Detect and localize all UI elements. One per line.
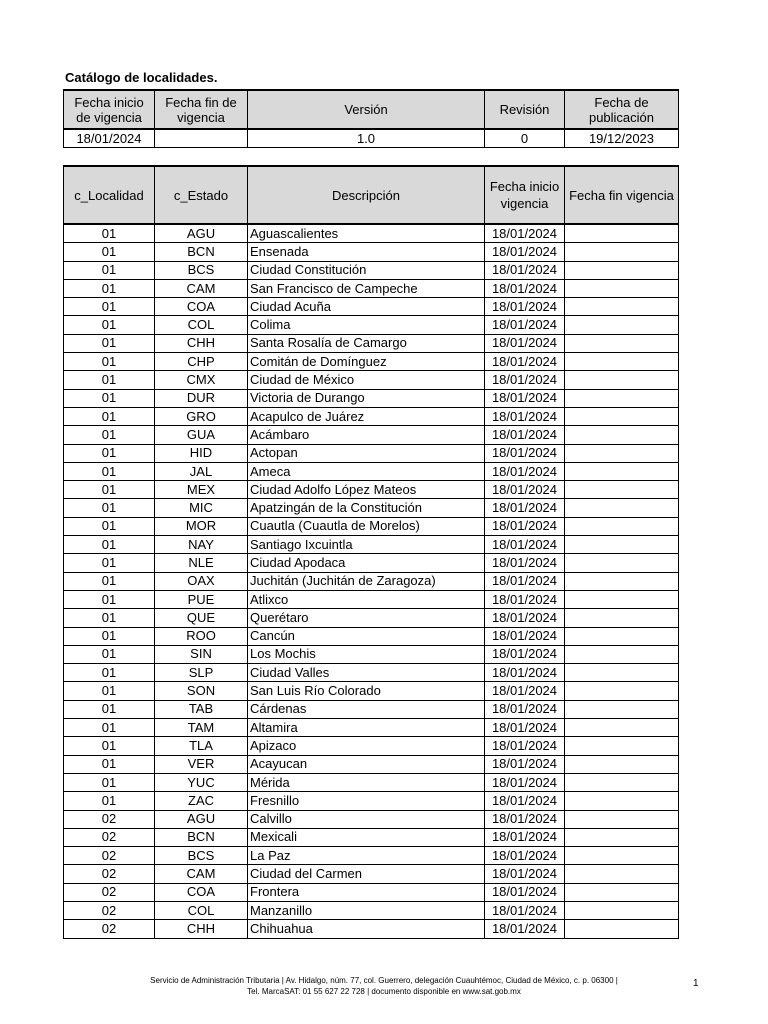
table-cell	[565, 572, 679, 590]
table-cell	[565, 828, 679, 846]
table-cell: BCS	[155, 261, 248, 279]
table-cell	[565, 334, 679, 352]
table-cell: CHH	[155, 920, 248, 938]
table-cell	[565, 590, 679, 608]
table-cell: TAB	[155, 700, 248, 718]
table-cell: 01	[64, 499, 155, 517]
table-cell	[565, 353, 679, 371]
table-row	[64, 261, 679, 279]
table-cell: 18/01/2024	[485, 517, 565, 535]
table-cell: 01	[64, 700, 155, 718]
table-cell: 01	[64, 261, 155, 279]
table-cell: 18/01/2024	[485, 243, 565, 261]
table-cell: 01	[64, 536, 155, 554]
table-cell: Ciudad del Carmen	[248, 865, 485, 883]
page-number: 1	[693, 978, 699, 989]
table-header-cell: Descripción	[248, 166, 485, 224]
table-cell: SON	[155, 682, 248, 700]
table-row	[64, 407, 679, 425]
table-cell	[565, 279, 679, 297]
table-cell: MOR	[155, 517, 248, 535]
table-row	[64, 316, 679, 334]
table-cell: 18/01/2024	[485, 334, 565, 352]
table-cell: 18/01/2024	[485, 664, 565, 682]
table-cell	[565, 224, 679, 243]
table-cell: Acayucan	[248, 755, 485, 773]
table-row	[64, 572, 679, 590]
table-cell: 18/01/2024	[485, 481, 565, 499]
table-cell: Ciudad Apodaca	[248, 554, 485, 572]
table-cell: 18/01/2024	[485, 883, 565, 901]
table-cell	[565, 645, 679, 663]
table-cell: 02	[64, 901, 155, 919]
table-row	[64, 279, 679, 297]
table-row	[64, 645, 679, 663]
table-row	[64, 755, 679, 773]
table-cell: Cancún	[248, 627, 485, 645]
table-cell	[565, 389, 679, 407]
table-cell: 01	[64, 792, 155, 810]
table-cell: Victoria de Durango	[248, 389, 485, 407]
table-cell	[565, 737, 679, 755]
localidades-table	[63, 165, 679, 939]
table-cell: 18/01/2024	[485, 261, 565, 279]
table-cell: 01	[64, 371, 155, 389]
table-cell	[565, 719, 679, 737]
version-cell	[155, 129, 248, 148]
table-cell: HID	[155, 444, 248, 462]
table-row	[64, 243, 679, 261]
table-row	[64, 517, 679, 535]
table-cell: Actopan	[248, 444, 485, 462]
table-cell: Calvillo	[248, 810, 485, 828]
version-header-cell: Fecha inicio de vigencia	[64, 90, 155, 129]
table-cell: CHP	[155, 353, 248, 371]
table-cell	[565, 755, 679, 773]
table-cell: Mexicali	[248, 828, 485, 846]
table-cell: 18/01/2024	[485, 316, 565, 334]
table-cell: TAM	[155, 719, 248, 737]
table-cell	[565, 517, 679, 535]
table-cell	[565, 462, 679, 480]
table-cell: COL	[155, 901, 248, 919]
table-cell: 01	[64, 737, 155, 755]
version-header-cell: Revisión	[485, 90, 565, 129]
table-cell: Juchitán (Juchitán de Zaragoza)	[248, 572, 485, 590]
table-cell: 18/01/2024	[485, 810, 565, 828]
table-cell: Chihuahua	[248, 920, 485, 938]
table-cell: 18/01/2024	[485, 298, 565, 316]
table-cell: 18/01/2024	[485, 773, 565, 791]
table-cell: 02	[64, 847, 155, 865]
table-cell: 18/01/2024	[485, 353, 565, 371]
version-header-row	[64, 90, 679, 129]
table-cell: Mérida	[248, 773, 485, 791]
version-table	[63, 89, 679, 148]
table-cell: SLP	[155, 664, 248, 682]
table-cell: Acámbaro	[248, 426, 485, 444]
version-cell: 18/01/2024	[64, 129, 155, 148]
table-cell: 18/01/2024	[485, 865, 565, 883]
table-cell: 18/01/2024	[485, 828, 565, 846]
table-cell: 18/01/2024	[485, 719, 565, 737]
table-cell	[565, 444, 679, 462]
table-cell: 01	[64, 664, 155, 682]
table-cell: Altamira	[248, 719, 485, 737]
table-cell: Manzanillo	[248, 901, 485, 919]
table-cell: Santiago Ixcuintla	[248, 536, 485, 554]
table-cell: 01	[64, 554, 155, 572]
table-cell: 01	[64, 682, 155, 700]
version-cell: 19/12/2023	[565, 129, 679, 148]
table-cell: DUR	[155, 389, 248, 407]
table-cell: 18/01/2024	[485, 847, 565, 865]
table-cell: 18/01/2024	[485, 627, 565, 645]
table-cell: COA	[155, 883, 248, 901]
table-cell	[565, 298, 679, 316]
table-cell: COA	[155, 298, 248, 316]
version-cell: 0	[485, 129, 565, 148]
table-cell: BCS	[155, 847, 248, 865]
table-cell	[565, 865, 679, 883]
table-cell: Santa Rosalía de Camargo	[248, 334, 485, 352]
version-header-cell: Fecha de publicación	[565, 90, 679, 129]
table-row	[64, 627, 679, 645]
footer-line: Tel. MarcaSAT: 01 55 627 22 728 | documento disponible en www.sat.gob.mx	[247, 987, 521, 996]
table-row	[64, 224, 679, 243]
version-row	[64, 129, 679, 148]
table-cell: Atlixco	[248, 590, 485, 608]
table-cell: 01	[64, 243, 155, 261]
table-cell: La Paz	[248, 847, 485, 865]
table-cell: 18/01/2024	[485, 609, 565, 627]
table-cell: 01	[64, 645, 155, 663]
table-row	[64, 499, 679, 517]
table-cell	[565, 682, 679, 700]
table-cell: 01	[64, 298, 155, 316]
table-cell	[565, 243, 679, 261]
table-cell: Querétaro	[248, 609, 485, 627]
table-cell	[565, 792, 679, 810]
table-cell: 02	[64, 920, 155, 938]
table-cell: TLA	[155, 737, 248, 755]
table-cell: AGU	[155, 224, 248, 243]
table-row	[64, 426, 679, 444]
table-cell: 18/01/2024	[485, 554, 565, 572]
table-cell: NLE	[155, 554, 248, 572]
table-cell: Colima	[248, 316, 485, 334]
table-cell: Cárdenas	[248, 700, 485, 718]
table-cell: Apizaco	[248, 737, 485, 755]
table-header-cell: Fecha inicio vigencia	[485, 166, 565, 224]
table-cell: 18/01/2024	[485, 444, 565, 462]
table-cell: 01	[64, 444, 155, 462]
table-cell: San Francisco de Campeche	[248, 279, 485, 297]
table-cell: YUC	[155, 773, 248, 791]
table-cell	[565, 407, 679, 425]
table-row	[64, 901, 679, 919]
table-row	[64, 773, 679, 791]
table-row	[64, 462, 679, 480]
table-row	[64, 700, 679, 718]
table-cell: COL	[155, 316, 248, 334]
table-cell	[565, 481, 679, 499]
table-row	[64, 664, 679, 682]
table-cell	[565, 426, 679, 444]
table-cell: 01	[64, 316, 155, 334]
table-cell: 18/01/2024	[485, 499, 565, 517]
table-cell: Ciudad de México	[248, 371, 485, 389]
table-header-cell: c_Estado	[155, 166, 248, 224]
table-cell: 01	[64, 334, 155, 352]
table-cell	[565, 261, 679, 279]
table-cell	[565, 810, 679, 828]
page-footer	[90, 975, 678, 997]
table-cell: 01	[64, 224, 155, 243]
table-cell: 18/01/2024	[485, 682, 565, 700]
table-cell	[565, 499, 679, 517]
table-cell: 18/01/2024	[485, 371, 565, 389]
table-cell: Ameca	[248, 462, 485, 480]
table-cell: 18/01/2024	[485, 645, 565, 663]
table-cell: Acapulco de Juárez	[248, 407, 485, 425]
table-cell: 01	[64, 517, 155, 535]
table-cell: 01	[64, 627, 155, 645]
version-cell: 1.0	[248, 129, 485, 148]
table-row	[64, 847, 679, 865]
table-cell: CAM	[155, 279, 248, 297]
table-cell: 01	[64, 353, 155, 371]
table-cell: ZAC	[155, 792, 248, 810]
table-cell: 01	[64, 426, 155, 444]
table-cell: CAM	[155, 865, 248, 883]
table-cell: Ciudad Constitución	[248, 261, 485, 279]
table-row	[64, 371, 679, 389]
table-cell: CHH	[155, 334, 248, 352]
table-cell: Los Mochis	[248, 645, 485, 663]
table-cell: 01	[64, 590, 155, 608]
table-cell	[565, 920, 679, 938]
table-cell: Cuautla (Cuautla de Morelos)	[248, 517, 485, 535]
table-header-cell: Fecha fin vigencia	[565, 166, 679, 224]
table-cell: NAY	[155, 536, 248, 554]
table-cell: 01	[64, 755, 155, 773]
table-cell: 02	[64, 865, 155, 883]
table-cell: 01	[64, 609, 155, 627]
table-cell: 02	[64, 810, 155, 828]
table-cell: 18/01/2024	[485, 792, 565, 810]
table-row	[64, 590, 679, 608]
table-cell: San Luis Río Colorado	[248, 682, 485, 700]
version-header-cell: Versión	[248, 90, 485, 129]
table-cell: 18/01/2024	[485, 426, 565, 444]
table-cell	[565, 554, 679, 572]
table-cell: 01	[64, 719, 155, 737]
table-cell: 18/01/2024	[485, 700, 565, 718]
table-cell	[565, 609, 679, 627]
table-cell: 18/01/2024	[485, 279, 565, 297]
table-cell	[565, 901, 679, 919]
table-cell: BCN	[155, 243, 248, 261]
table-row	[64, 536, 679, 554]
table-cell: 01	[64, 462, 155, 480]
table-cell: SIN	[155, 645, 248, 663]
footer-line: Servicio de Administración Tributaria | Av. Hidalgo, núm. 77, col. Guerrero, delegación Cuauhtémoc, Ciudad de México, c. p. 06300 |	[150, 976, 618, 985]
table-cell: ROO	[155, 627, 248, 645]
table-row	[64, 444, 679, 462]
table-cell	[565, 316, 679, 334]
table-body	[64, 224, 679, 938]
table-row	[64, 883, 679, 901]
table-cell	[565, 883, 679, 901]
table-row	[64, 353, 679, 371]
table-cell: 18/01/2024	[485, 389, 565, 407]
table-cell: 18/01/2024	[485, 920, 565, 938]
table-row	[64, 334, 679, 352]
table-cell: GUA	[155, 426, 248, 444]
table-cell: Aguascalientes	[248, 224, 485, 243]
version-header-cell: Fecha fin de vigencia	[155, 90, 248, 129]
table-cell	[565, 847, 679, 865]
table-cell: Ensenada	[248, 243, 485, 261]
table-cell: 18/01/2024	[485, 901, 565, 919]
table-cell: JAL	[155, 462, 248, 480]
table-cell: MIC	[155, 499, 248, 517]
table-cell: GRO	[155, 407, 248, 425]
table-cell: 18/01/2024	[485, 755, 565, 773]
table-cell: 18/01/2024	[485, 224, 565, 243]
page-title: Catálogo de localidades.	[65, 70, 218, 85]
table-cell: 01	[64, 773, 155, 791]
table-cell: 18/01/2024	[485, 462, 565, 480]
table-cell: 18/01/2024	[485, 536, 565, 554]
table-cell: 18/01/2024	[485, 572, 565, 590]
table-row	[64, 389, 679, 407]
table-cell	[565, 371, 679, 389]
table-cell: Ciudad Adolfo López Mateos	[248, 481, 485, 499]
table-cell: MEX	[155, 481, 248, 499]
table-cell: Frontera	[248, 883, 485, 901]
table-cell: BCN	[155, 828, 248, 846]
table-row	[64, 828, 679, 846]
table-cell: 18/01/2024	[485, 590, 565, 608]
table-cell: 01	[64, 572, 155, 590]
table-cell: Ciudad Acuña	[248, 298, 485, 316]
table-cell: QUE	[155, 609, 248, 627]
table-cell: 01	[64, 389, 155, 407]
table-cell: Comitán de Domínguez	[248, 353, 485, 371]
table-row	[64, 481, 679, 499]
table-row	[64, 737, 679, 755]
table-row	[64, 298, 679, 316]
table-cell: 01	[64, 481, 155, 499]
table-cell: 02	[64, 828, 155, 846]
table-row	[64, 810, 679, 828]
table-cell: 18/01/2024	[485, 737, 565, 755]
table-cell: PUE	[155, 590, 248, 608]
table-row	[64, 609, 679, 627]
table-cell: Apatzingán de la Constitución	[248, 499, 485, 517]
table-cell: Ciudad Valles	[248, 664, 485, 682]
table-header-cell: c_Localidad	[64, 166, 155, 224]
table-cell: CMX	[155, 371, 248, 389]
table-cell: Fresnillo	[248, 792, 485, 810]
table-cell: 01	[64, 279, 155, 297]
table-cell	[565, 536, 679, 554]
table-row	[64, 792, 679, 810]
table-cell: 01	[64, 407, 155, 425]
table-cell	[565, 773, 679, 791]
table-cell: OAX	[155, 572, 248, 590]
table-row	[64, 920, 679, 938]
table-row	[64, 554, 679, 572]
table-cell: 18/01/2024	[485, 407, 565, 425]
table-cell: AGU	[155, 810, 248, 828]
table-cell: VER	[155, 755, 248, 773]
table-cell	[565, 664, 679, 682]
table-row	[64, 719, 679, 737]
table-cell	[565, 700, 679, 718]
table-cell: 02	[64, 883, 155, 901]
table-cell	[565, 627, 679, 645]
table-row	[64, 865, 679, 883]
table-row	[64, 682, 679, 700]
table-header-row	[64, 166, 679, 224]
